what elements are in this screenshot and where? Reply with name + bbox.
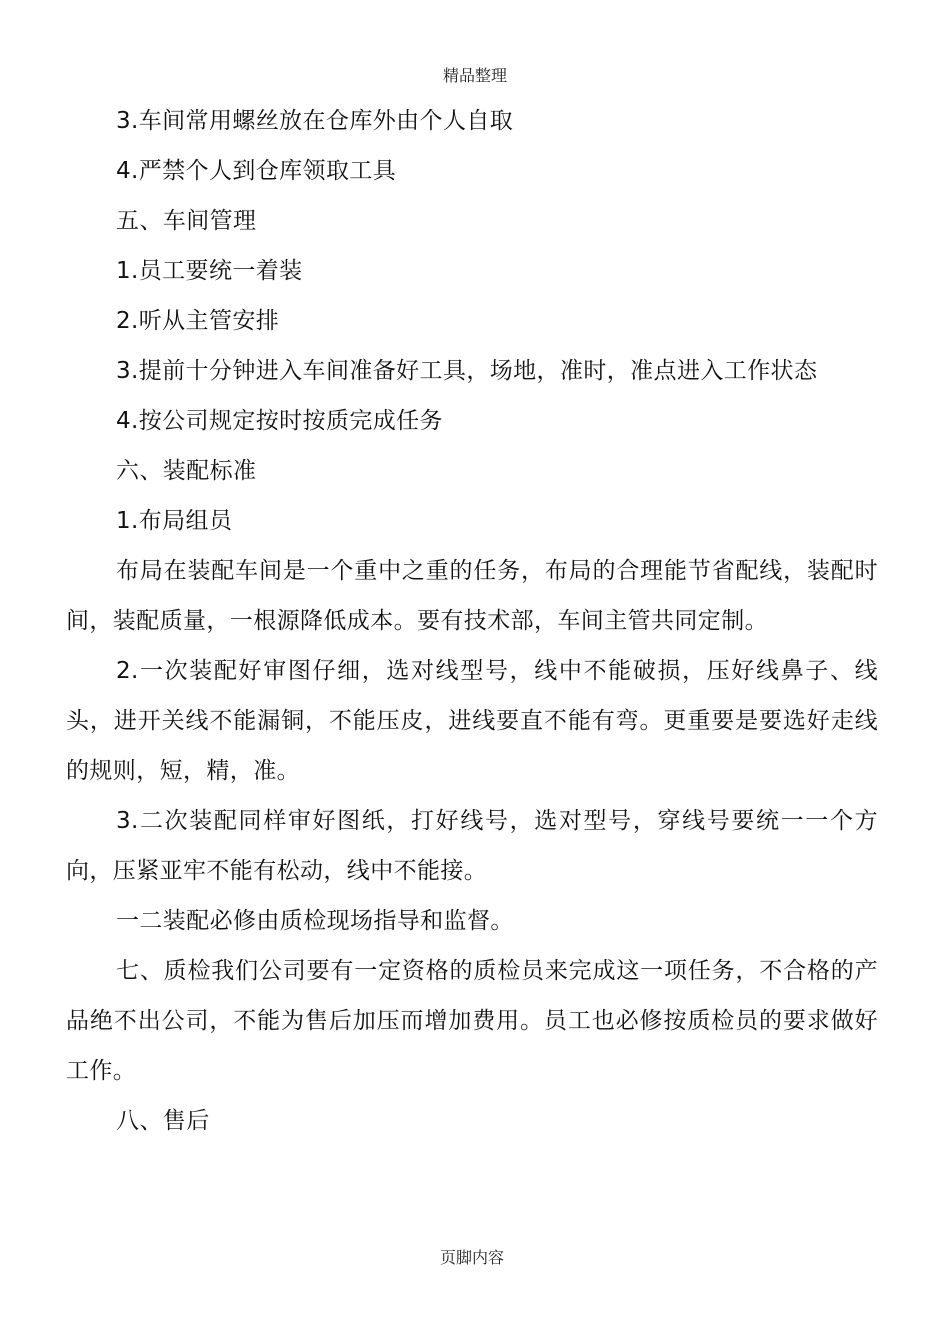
paragraph: 3.二次装配同样审好图纸，打好线号，选对型号，穿线号要统一一个方向，压紧亚牢不能有松动，线中不能接。	[66, 808, 878, 884]
document-body	[66, 96, 878, 1146]
page-header: 精品整理	[442, 66, 507, 85]
list-item: 1.员工要统一着装	[116, 258, 303, 284]
section-heading: 六、装配标准	[116, 458, 257, 484]
list-item: 3.提前十分钟进入车间准备好工具，场地，准时，准点进入工作状态	[116, 358, 818, 384]
list-item: 4.按公司规定按时按质完成任务	[116, 408, 443, 434]
list-item: 3.车间常用螺丝放在仓库外由个人自取	[116, 108, 514, 134]
paragraph: 2.一次装配好审图仔细，选对线型号，线中不能破损，压好线鼻子、线头，进开关线不能漏铜，不能压皮，进线要直不能有弯。更重要是要选好走线的规则，短，精，准。	[66, 658, 878, 784]
section-heading: 八、售后	[116, 1108, 210, 1134]
section-heading: 五、车间管理	[116, 208, 257, 234]
list-item: 4.严禁个人到仓库领取工具	[116, 158, 397, 184]
list-item: 1.布局组员	[116, 508, 233, 534]
paragraph: 七、质检我们公司要有一定资格的质检员来完成这一项任务，不合格的产品绝不出公司，不能为售后加压而增加费用。员工也必修按质检员的要求做好工作。	[66, 958, 878, 1084]
page-footer: 页脚内容	[440, 1248, 505, 1267]
paragraph: 一二装配必修由质检现场指导和监督。	[116, 908, 514, 934]
list-item: 2.听从主管安排	[116, 308, 280, 334]
paragraph: 布局在装配车间是一个重中之重的任务，布局的合理能节省配线，装配时间，装配质量，一根源降低成本。要有技术部，车间主管共同定制。	[66, 558, 878, 634]
